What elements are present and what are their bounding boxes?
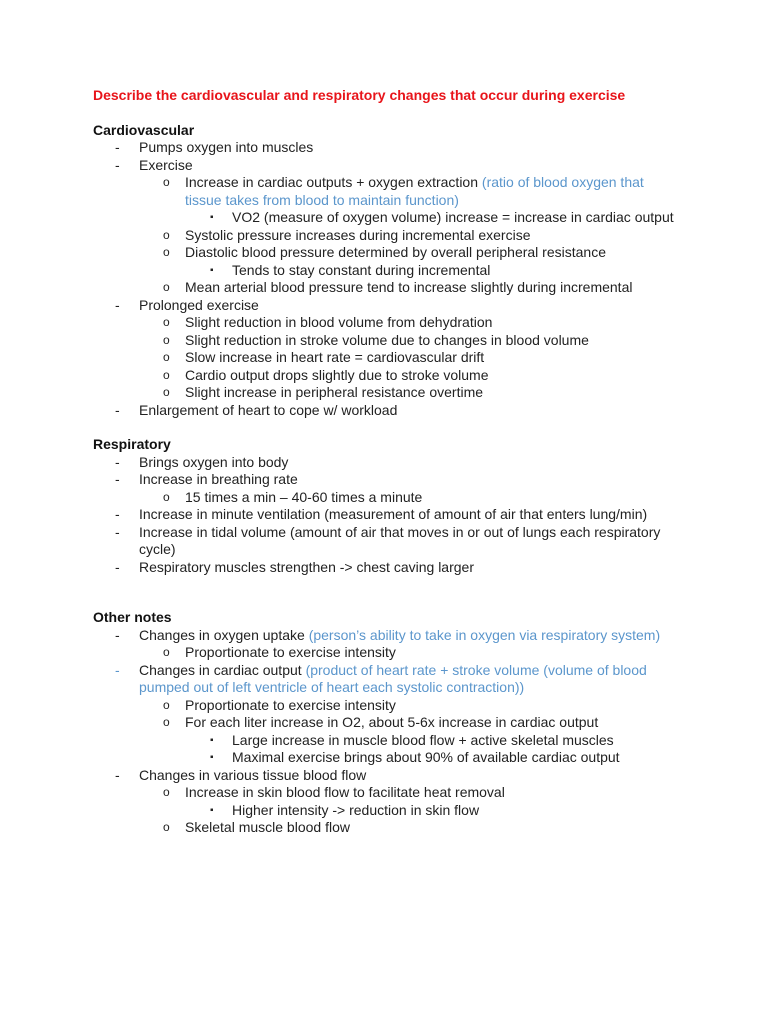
circle-bullet: o xyxy=(163,367,170,382)
list-item: - Changes in cardiac output (product of heart rate + stroke volume (volume of blood pumped out of left ventricle of heart each systolic contraction)) xyxy=(115,661,647,695)
dash-bullet: - xyxy=(115,506,120,522)
list-item: ▪ Large increase in muscle blood flow + active skeletal muscles xyxy=(210,731,614,748)
dash-bullet: - xyxy=(115,558,120,575)
list-item: - Exercise xyxy=(115,156,193,173)
list-item: o Slow increase in heart rate = cardiovascular drift xyxy=(163,349,485,365)
list-item: - Changes in oxygen uptake (person’s ability to take in oxygen via respiratory system) xyxy=(115,626,661,643)
circle-bullet: o xyxy=(163,489,170,504)
list-item: - Changes in various tissue blood flow xyxy=(115,766,367,783)
list-item: o Proportionate to exercise intensity xyxy=(163,696,396,713)
list-item: o Cardio output drops slightly due to stroke volume xyxy=(163,366,489,383)
list-item: - Brings oxygen into body xyxy=(115,453,289,470)
list-item: o Slight reduction in blood volume from dehydration xyxy=(163,314,493,330)
list-item: o Systolic pressure increases during incremental exercise xyxy=(163,226,531,243)
square-bullet: ▪ xyxy=(210,752,214,763)
list-item: o Increase in skin blood flow to facilitate heat removal xyxy=(163,784,505,800)
list-item: ▪ Tends to stay constant during incremental xyxy=(210,261,491,278)
list-item: o Increase in cardiac outputs + oxygen extraction (ratio of blood oxygen that tissue takes from blood to maintain function) xyxy=(163,174,644,208)
dash-bullet: - xyxy=(115,139,120,155)
list-item: - Pumps oxygen into muscles xyxy=(115,139,314,155)
dash-bullet: - xyxy=(115,453,120,470)
circle-bullet: o xyxy=(163,385,170,399)
list-item: o 15 times a min – 40-60 times a minute xyxy=(163,488,423,505)
circle-bullet: o xyxy=(163,820,170,834)
note-text: (person’s ability to take in oxygen via respiratory system) xyxy=(308,626,661,643)
list-item: - Increase in minute ventilation (measurement of amount of air that enters lung/min) xyxy=(115,506,648,522)
dash-bullet: - xyxy=(115,523,120,540)
circle-bullet: o xyxy=(163,332,170,347)
dash-bullet: - xyxy=(115,626,120,643)
section-heading-respiratory: Respiratory xyxy=(93,436,171,452)
note-text: (ratio of blood oxygen that tissue takes from blood to maintain function) xyxy=(185,174,644,208)
circle-bullet: o xyxy=(163,245,170,259)
circle-bullet: o xyxy=(163,715,170,729)
dash-bullet: - xyxy=(115,661,120,678)
square-bullet: ▪ xyxy=(210,804,214,816)
list-item: o Mean arterial blood pressure tend to increase slightly during incremental xyxy=(163,279,633,295)
section-heading-other-notes: Other notes xyxy=(93,609,172,625)
list-item: o Diastolic blood pressure determined by overall peripheral resistance xyxy=(163,244,606,260)
document-body xyxy=(93,87,683,837)
dash-bullet: - xyxy=(115,401,120,418)
circle-bullet: o xyxy=(163,315,170,329)
list-item: o Skeletal muscle blood flow xyxy=(163,819,350,835)
dash-bullet: - xyxy=(115,296,120,313)
list-item: - Prolonged exercise xyxy=(115,296,259,313)
list-item: o For each liter increase in O2, about 5-6x increase in cardiac output xyxy=(163,714,599,730)
square-bullet: ▪ xyxy=(210,212,214,223)
list-item: - Respiratory muscles strengthen -> chest caving larger xyxy=(115,558,474,575)
list-item: ▪ Maximal exercise brings about 90% of available cardiac output xyxy=(210,749,620,765)
dash-bullet: - xyxy=(115,156,120,173)
note-text: (product of heart rate + stroke volume (volume of blood pumped out of left ventricle of heart each systolic contraction)) xyxy=(139,661,647,695)
list-item: ▪ VO2 (measure of oxygen volume) increase = increase in cardiac output xyxy=(210,209,674,225)
circle-bullet: o xyxy=(163,350,170,364)
circle-bullet: o xyxy=(163,227,170,242)
circle-bullet: o xyxy=(163,697,170,712)
list-item: ▪ Higher intensity -> reduction in skin flow xyxy=(210,801,480,818)
circle-bullet: o xyxy=(163,175,170,189)
list-item: - Enlargement of heart to cope w/ workload xyxy=(115,401,398,418)
list-item: o Slight increase in peripheral resistance overtime xyxy=(163,384,484,400)
circle-bullet: o xyxy=(163,645,170,659)
list-item: o Slight reduction in stroke volume due to changes in blood volume xyxy=(163,331,589,348)
circle-bullet: o xyxy=(163,280,170,294)
list-item: o Proportionate to exercise intensity xyxy=(163,644,396,660)
square-bullet: ▪ xyxy=(210,734,214,746)
circle-bullet: o xyxy=(163,785,170,799)
square-bullet: ▪ xyxy=(210,264,214,276)
list-item: - Increase in breathing rate xyxy=(115,471,298,487)
dash-bullet: - xyxy=(115,471,120,487)
dash-bullet: - xyxy=(115,766,120,783)
document-title: Describe the cardiovascular and respiratory changes that occur during exercise xyxy=(93,87,626,103)
list-item: - Increase in tidal volume (amount of air that moves in or out of lungs each respiratory cycle) xyxy=(115,523,661,557)
section-heading-cardiovascular: Cardiovascular xyxy=(93,121,195,138)
